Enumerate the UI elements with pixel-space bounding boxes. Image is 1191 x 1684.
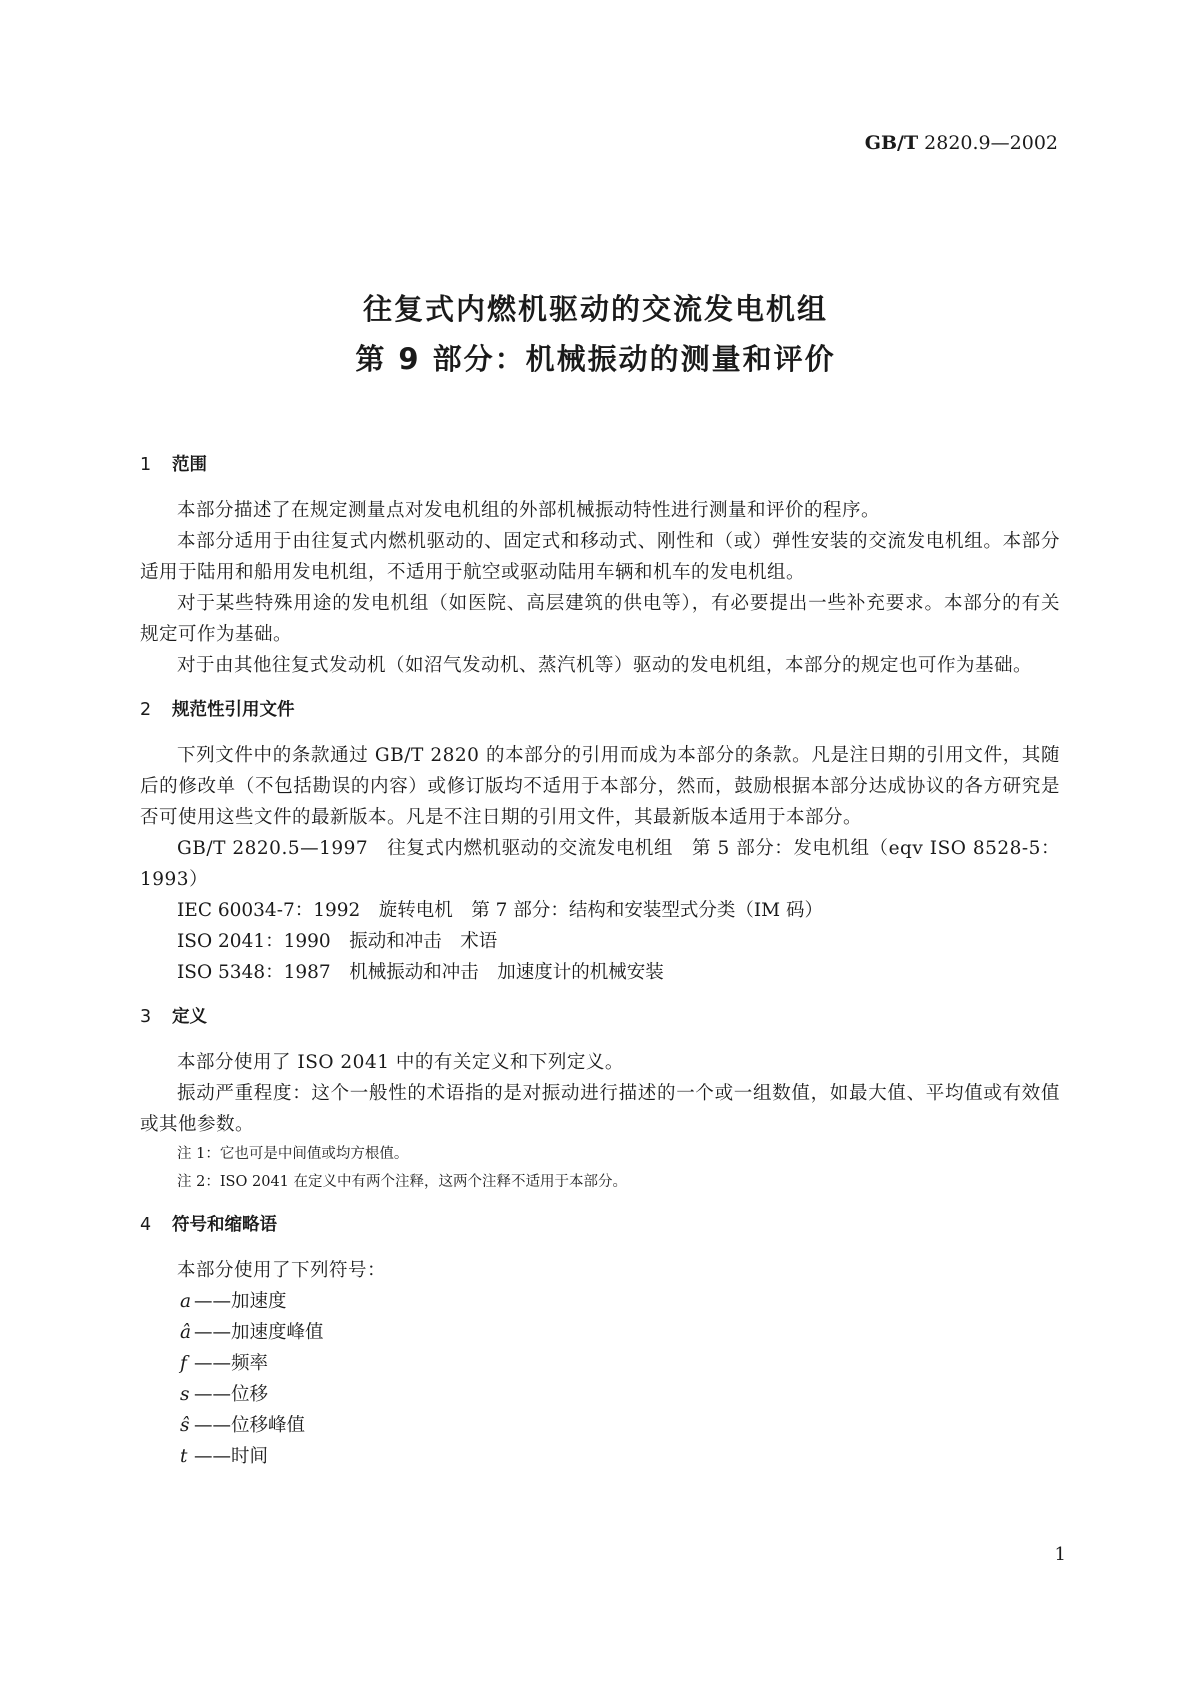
note: 注 1：它也可是中间值或均方根值。 bbox=[177, 1146, 409, 1162]
section-number: 4 bbox=[140, 1215, 152, 1235]
paragraph: 本部分使用了下列符号： bbox=[177, 1260, 387, 1281]
paragraph: 对于由其他往复式发动机（如沼气发动机、蒸汽机等）驱动的发电机组，本部分的规定也可作为基础。 bbox=[177, 655, 1033, 676]
symbol-item bbox=[140, 1286, 1060, 1317]
section-title: 定义 bbox=[172, 1007, 207, 1027]
reference-item: ISO 5348：1987 机械振动和冲击 加速度计的机械安装 bbox=[177, 962, 664, 983]
standard-prefix: GB/T bbox=[864, 132, 919, 154]
symbol-item bbox=[140, 1410, 1060, 1441]
reference-item: GB/T 2820.5—1997 往复式内燃机驱动的交流发电机组 第 5 部分：发电机组（eqv ISO 8528-5：1993） bbox=[140, 838, 1060, 890]
paragraph: 振动严重程度：这个一般性的术语指的是对振动进行描述的一个或一组数值，如最大值、平均值或有效值或其他参数。 bbox=[140, 1083, 1060, 1135]
symbol-item bbox=[140, 1317, 1060, 1348]
section-title: 符号和缩略语 bbox=[172, 1215, 277, 1235]
symbol: s bbox=[180, 1384, 190, 1405]
paragraph: 下列文件中的条款通过 GB/T 2820 的本部分的引用而成为本部分的条款。凡是注日期的引用文件，其随后的修改单（不包括勘误的内容）或修订版均不适用于本部分，然而，鼓励根据本部分达成协议的各方研究是否可使用这些文件的最新版本。凡是不注日期的引用文件，其最新版本适用于本部分。 bbox=[140, 745, 1060, 828]
standard-code bbox=[865, 132, 1058, 154]
symbol: t bbox=[180, 1446, 188, 1467]
standard-number: 2820.9—2002 bbox=[924, 132, 1058, 154]
symbol-item bbox=[140, 1348, 1060, 1379]
symbol-description: ——频率 bbox=[194, 1353, 269, 1374]
symbol-description: ——位移峰值 bbox=[194, 1415, 306, 1436]
section-2-heading bbox=[140, 695, 1060, 726]
section-number: 1 bbox=[140, 455, 152, 475]
title-line-2: 第 9 部分：机械振动的测量和评价 bbox=[355, 342, 836, 376]
page-number: 1 bbox=[1054, 1544, 1066, 1565]
paragraph: 本部分使用了 ISO 2041 中的有关定义和下列定义。 bbox=[177, 1052, 624, 1073]
section-1-heading bbox=[140, 450, 1060, 481]
symbol: a bbox=[180, 1291, 192, 1312]
paragraph: 对于某些特殊用途的发电机组（如医院、高层建筑的供电等），有必要提出一些补充要求。本部分的有关规定可作为基础。 bbox=[140, 593, 1060, 645]
symbol: â bbox=[180, 1322, 192, 1343]
symbol-item bbox=[140, 1441, 1060, 1472]
section-title: 范围 bbox=[172, 455, 207, 475]
reference-item: IEC 60034-7：1992 旋转电机 第 7 部分：结构和安装型式分类（IM 码） bbox=[177, 900, 823, 921]
symbol: f bbox=[180, 1353, 187, 1374]
symbol-item bbox=[140, 1379, 1060, 1410]
section-3-heading bbox=[140, 1002, 1060, 1033]
note: 注 2：ISO 2041 在定义中有两个注释，这两个注释不适用于本部分。 bbox=[177, 1174, 628, 1190]
symbol: ŝ bbox=[180, 1415, 190, 1436]
paragraph: 本部分适用于由往复式内燃机驱动的、固定式和移动式、刚性和（或）弹性安装的交流发电机组。本部分适用于陆用和船用发电机组，不适用于航空或驱动陆用车辆和机车的发电机组。 bbox=[140, 531, 1060, 583]
section-title: 规范性引用文件 bbox=[172, 700, 295, 720]
symbol-description: ——时间 bbox=[194, 1446, 269, 1467]
symbol-description: ——加速度峰值 bbox=[194, 1322, 324, 1343]
section-number: 3 bbox=[140, 1007, 152, 1027]
section-4-heading bbox=[140, 1210, 1060, 1241]
symbol-description: ——加速度 bbox=[194, 1291, 287, 1312]
symbol-description: ——位移 bbox=[194, 1384, 269, 1405]
reference-item: ISO 2041：1990 振动和冲击 术语 bbox=[177, 931, 498, 952]
paragraph: 本部分描述了在规定测量点对发电机组的外部机械振动特性进行测量和评价的程序。 bbox=[177, 500, 881, 521]
document-title bbox=[0, 284, 1191, 384]
title-line-1: 往复式内燃机驱动的交流发电机组 bbox=[362, 292, 828, 326]
document-body bbox=[140, 450, 1060, 1472]
section-number: 2 bbox=[140, 700, 152, 720]
